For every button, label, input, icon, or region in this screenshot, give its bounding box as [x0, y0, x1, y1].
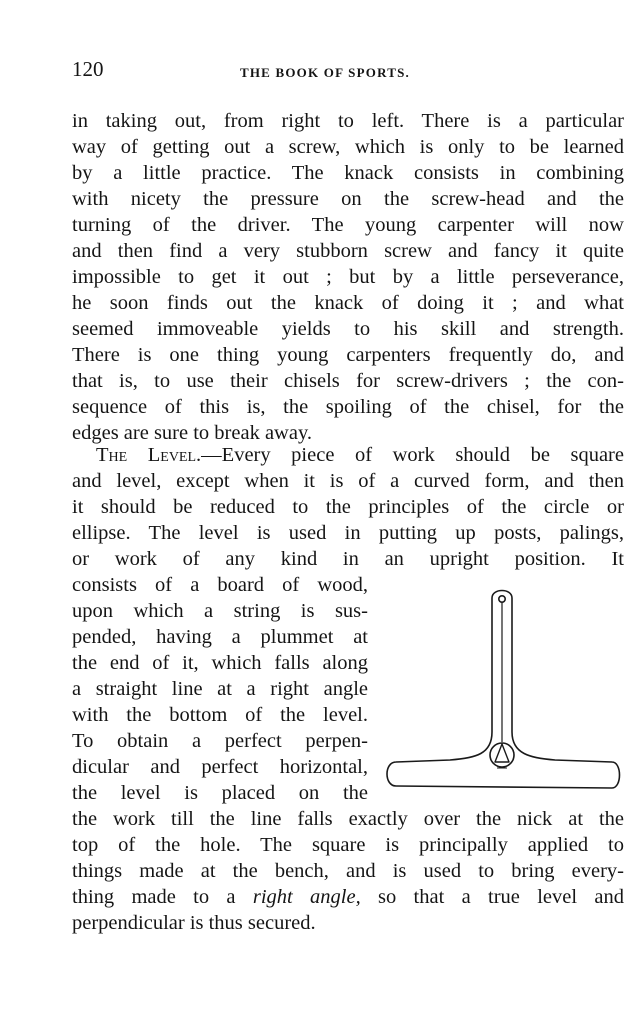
italic-phrase: right angle, [252, 886, 361, 908]
text-line: with the bottom of the level. [72, 704, 368, 726]
paragraph-screws [72, 108, 624, 446]
text-line: things made at the bench, and is used to bring every- [72, 860, 624, 882]
text-line: in taking out, from right to left. There is a particular [72, 110, 624, 132]
paragraph-level [72, 442, 624, 572]
text-line: edges are sure to break away. [72, 422, 312, 444]
text-line [72, 884, 624, 910]
string-hole [499, 596, 505, 602]
text-fragment: thing made to a [72, 886, 253, 908]
text-line: perpendicular is thus secured. [72, 912, 316, 934]
text-line: the end of it, which falls along [72, 652, 368, 674]
text-line: way of getting out a screw, which is only to be learned [72, 136, 624, 158]
text-line: it should be reduced to the principles of the circle or [72, 496, 624, 518]
page-header [72, 57, 624, 87]
running-head: THE BOOK OF SPORTS. [240, 65, 410, 80]
text-line: sequence of this is, the spoiling of the chisel, for the [72, 396, 624, 418]
text-line: upon which a string is sus- [72, 600, 368, 622]
level-outline [387, 591, 620, 789]
text-line: seemed immoveable yields to his skill and strength. [72, 318, 624, 340]
text-line: There is one thing young carpenters frequently do, and [72, 344, 624, 366]
text-line: consists of a board of wood, [72, 574, 368, 596]
text-line: he soon finds out the knack of doing it ; and what [72, 292, 624, 314]
text-line: a straight line at a right angle [72, 678, 368, 700]
plummet-bob [495, 744, 509, 762]
section-heading-level: The Level [96, 444, 197, 466]
text-line: by a little practice. The knack consists in combining [72, 162, 624, 184]
text-line: impossible to get it out ; but by a little perseverance, [72, 266, 624, 288]
text-line: ellipse. The level is used in putting up posts, palings, [72, 522, 624, 544]
text-line: or work of any kind in an upright position. It [72, 548, 624, 570]
page-number: 120 [72, 57, 104, 81]
heading-line-rest: .—Every piece of work should be square [196, 444, 624, 466]
text-line: the level is placed on the [72, 782, 368, 804]
text-line: turning of the driver. The young carpenter will now [72, 214, 624, 236]
text-line: dicular and perfect horizontal, [72, 756, 368, 778]
figure-wrapped-text [72, 572, 368, 806]
text-line: and then find a very stubborn screw and fancy it quite [72, 240, 624, 262]
text-line [72, 442, 624, 468]
plummet-hole [490, 743, 514, 767]
text-line: the work till the line falls exactly over the nick at the [72, 808, 624, 830]
paragraph-level-continued [72, 806, 624, 936]
text-line: that is, to use their chisels for screw-drivers ; the con- [72, 370, 624, 392]
text-line: and level, except when it is of a curved form, and then [72, 470, 624, 492]
plumb-level-illustration [380, 582, 625, 792]
text-line: with nicety the pressure on the screw-head and the [72, 188, 624, 210]
text-line: top of the hole. The square is principally applied to [72, 834, 624, 856]
text-line: To obtain a perfect perpen- [72, 730, 368, 752]
text-line: pended, having a plummet at [72, 626, 368, 648]
text-fragment: so that a true level and [360, 886, 624, 908]
